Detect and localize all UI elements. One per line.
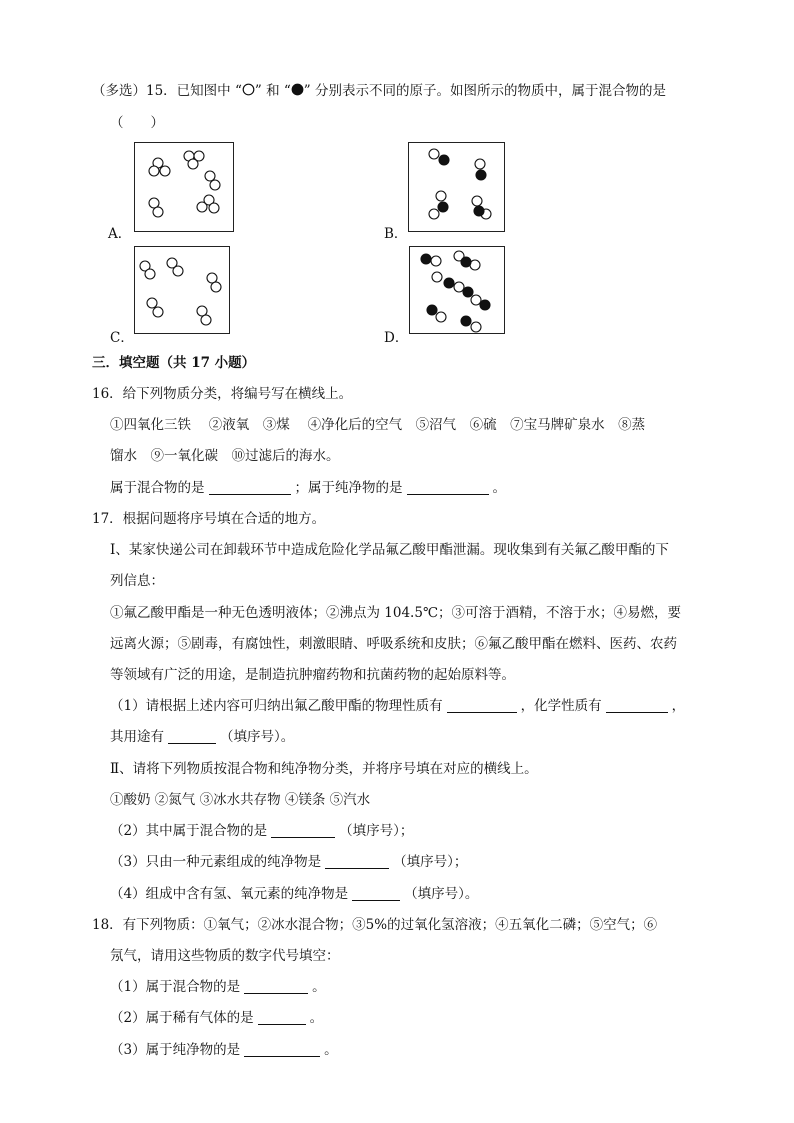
answer-blank[interactable] [606,698,668,713]
q18-sub2: （2）属于稀有气体的是 。 [110,1010,324,1026]
section-heading: 三．填空题（共 17 小题） [92,355,256,371]
answer-blank[interactable] [271,823,335,838]
q18-stem-line1: 18．有下列物质：①氧气；②冰水混合物；③5%的过氧化氢溶液；④五氧化二磷；⑤空气；⑥ [92,917,658,933]
answer-blank[interactable] [325,854,389,869]
q16-items-line2: 馏水 ⑨一氧化碳 ⑩过滤后的海水。 [110,448,340,464]
q17-sub2: （2）其中属于混合物的是 （填序号）； [110,823,414,839]
q16-stem: 16．给下列物质分类，将编号写在横线上。 [92,386,353,402]
answer-blank[interactable] [209,480,291,495]
q17-sub1: （1）请根据上述内容可归纳出氟乙酸甲酯的物理性质有 ，化学性质有 ， [110,698,686,714]
option-b-label: B． [384,226,408,242]
q17-part2-intro: Ⅱ、请将下列物质按混合物和纯净物分类，并将序号填在对应的横线上。 [110,761,538,777]
answer-blank[interactable] [244,979,308,994]
q18-stem-line2: 氖气，请用这些物质的数字代号填空： [110,948,340,964]
answer-blank[interactable] [244,1042,320,1057]
q17-info-line3: 等领域有广泛的用途，是制造抗肿瘤药物和抗菌药物的起始原料等。 [110,667,515,683]
q16-answer-line: 属于混合物的是 ；属于纯净物的是 。 [110,480,506,496]
answer-blank[interactable] [407,480,489,495]
q17-part2-items: ①酸奶 ②氮气 ③冰水共存物 ④镁条 ⑤汽水 [110,792,371,808]
q18-sub3: （3）属于纯净物的是 。 [110,1042,338,1058]
option-c-label: C． [110,330,134,346]
q17-part1-intro: Ⅰ、某家快递公司在卸载环节中造成危险化学品氟乙酸甲酯泄漏。现收集到有关氟乙酸甲酯的下 [110,542,669,558]
q15-stem-line1: （多选）15．已知图中 “ ” 和 “ ” 分别表示不同的原子。如图所示的物质中，属于混合物的是 [92,83,666,99]
q17-stem: 17．根据问题将序号填在合适的地方。 [92,511,326,527]
answer-blank[interactable] [258,1010,306,1025]
q17-info-line2: 远离火源；⑤剧毒，有腐蚀性，刺激眼睛、呼吸系统和皮肤；⑥氟乙酸甲酯在燃料、医药、农药 [110,636,677,652]
answer-blank[interactable] [168,729,216,744]
q17-sub3: （3）只由一种元素组成的纯净物是 （填序号）； [110,854,468,870]
option-a-label: A． [108,226,132,242]
answer-blank[interactable] [447,698,517,713]
q17-sub1-cont: 其用途有 （填序号）。 [110,729,295,745]
q17-sub4: （4）组成中含有氢、氧元素的纯净物是 （填序号）。 [110,886,479,902]
answer-blank[interactable] [352,886,400,901]
q15-answer-paren: （ ） [110,115,164,131]
q17-part1-intro-cont: 列信息： [110,573,164,589]
q16-items-line1: ①四氧化三铁 ②液氧 ③煤 ④净化后的空气 ⑤沼气 ⑥硫 ⑦宝马牌矿泉水 ⑧蒸 [110,417,646,433]
option-d-label: D． [384,330,409,346]
q17-info-line1: ①氟乙酸甲酯是一种无色透明液体；②沸点为 104.5℃；③可溶于酒精，不溶于水；④易燃，要 [110,605,682,621]
q18-sub1: （1）属于混合物的是 。 [110,979,326,995]
